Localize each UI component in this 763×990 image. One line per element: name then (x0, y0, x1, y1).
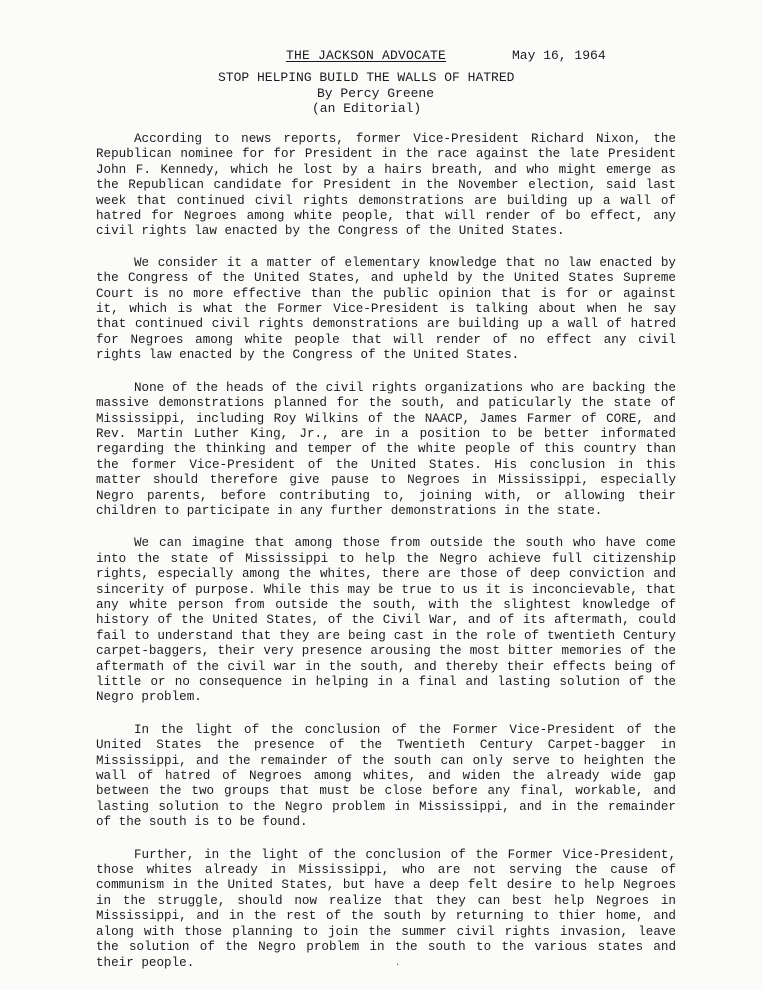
masthead (0, 46, 763, 66)
newspaper-name: THE JACKSON ADVOCATE (286, 48, 447, 63)
page-footer-mark: ‧ (396, 961, 400, 972)
article-byline: By Percy Greene (317, 85, 435, 101)
headline-block (200, 70, 520, 117)
paragraph-6: Further, in the light of the conclusion of the Former Vice-President, those whites already in Mississippi, who are not serving the cause of communism in the United States, but have a deep felt desire to help Negroes in the struggle, should now realize that they can best help Negroes in Mississippi, and in the rest of the south by returning to thier home, and along with those planning to join the summer civil rights invasion, leave the solution of the Negro problem in the south to the various states and their people. (96, 847, 676, 970)
paragraph-5: In the light of the conclusion of the Former Vice-President of the United States the presence of the Twentieth Century Carpet-bagger in Mississippi, and the remainder of the south can only serve to heighten the wall of hatred of Negroes among whites, and widen the already wide gap between the two groups that must be close before any final, workable, and lasting solution to the Negro problem in Mississippi, and in the remainder of the south is to be found. (96, 722, 676, 830)
paragraph-4: We can imagine that among those from outside the south who have come into the state of Mississippi to help the Negro achieve full citizenship rights, especially among the whites, there are those of deep conviction and sincerity of purpose. While this may be true to us it is inconcievable, that any white person from outside the south, with the slightest knowledge of history of the United States, of the Civil War, and of its aftermath, could fail to understand that they are being cast in the role of twentieth Century carpet-baggers, their very presence arousing the most bitter memories of the aftermath of the civil war in the south, and thereby their effects being of little or no consequence in helping in a final and lasting solution of the Negro problem. (96, 536, 676, 705)
paragraph-1: According to news reports, former Vice-President Richard Nixon, the Republican nominee for for President in the race against the late President John F. Kennedy, which he lost by a hairs breath, and who might emerge as the Republican candidate for President in the November election, said last week that continued civil rights demonstrations are building up a wall of hatred for Negroes among white people, that will render of bo effect, any civil rights law enacted by the Congress of the United States. (96, 132, 676, 239)
publication-date: May 16, 1964 (512, 48, 606, 63)
paragraph-2: We consider it a matter of elementary knowledge that no law enacted by the Congress of the United States, and upheld by the United States Supreme Court is no more effective than the public opinion that is for or against it, which is what the Former Vice-President is talking about when he say that continued civil rights demonstrations are building up a wall of hatred for Negroes among white people that will render of no effect any civil rights law enacted by the Congress of the United States. (96, 255, 676, 363)
article-body (96, 132, 676, 988)
article-type-note: (an Editorial) (312, 101, 422, 116)
article-title: STOP HELPING BUILD THE WALLS OF HATRED (218, 70, 515, 85)
paragraph-3: None of the heads of the civil rights organizations who are backing the massive demonstrations planned for the south, and paticularly the state of Mississippi, including Roy Wilkins of the NAACP, James Farmer of CORE, and Rev. Martin Luther King, Jr., are in a position to be better informated regarding the thinking and temper of the white people of this country than the former Vice-President of the United States. His conclusion in this matter should therefore give pause to Negroes in Mississippi, especially Negro parents, before contributing to, joining with, or allowing their children to participate in any further demonstrations in the state. (96, 380, 676, 518)
